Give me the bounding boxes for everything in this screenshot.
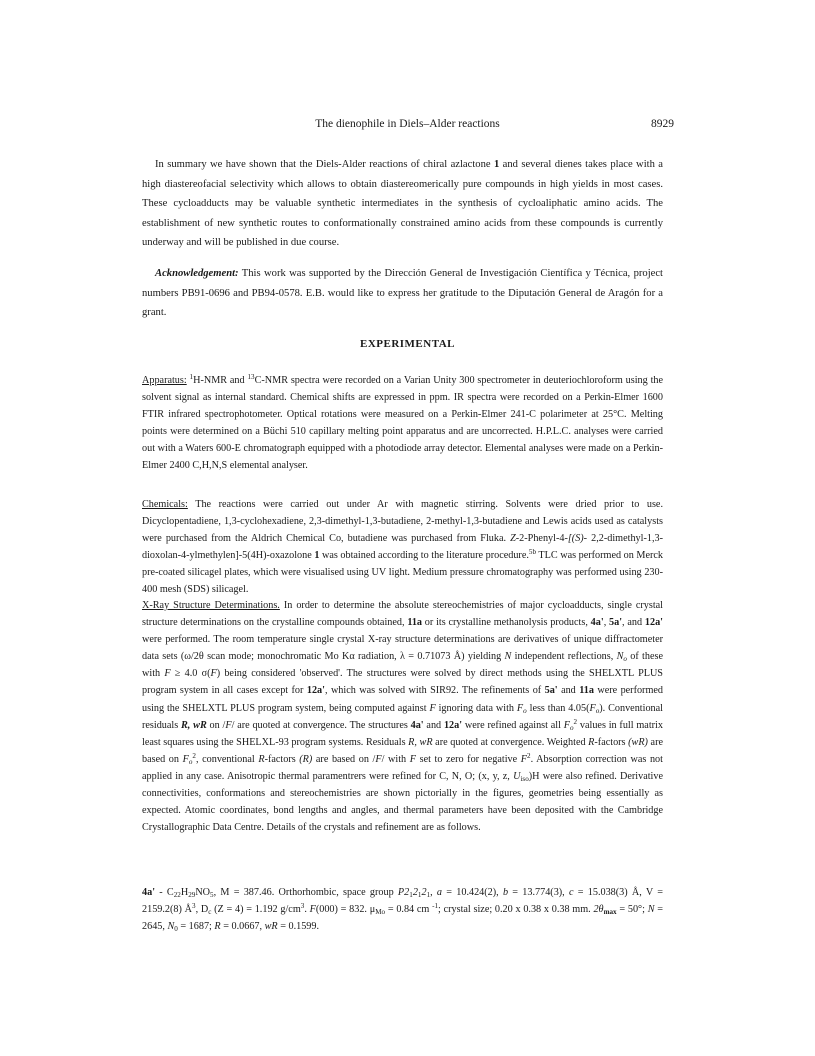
acknowledgement-paragraph: Acknowledgement: This work was supported by the Dirección General de Investigación Científica y Técnica, project numbers PB91-0696 and PB94-0578. E.B. would like to express her gratitude to the Diputación General de Aragón for a grant. <box>142 268 663 319</box>
apparatus-paragraph: Apparatus: $^1$H-NMR and $^{13}$C-NMR spectra were recorded on a Varian Unity 300 spectrometer in deuteriochloroform using the solvent signal as internal standard. Chemical shifts are expressed in ppm. IR spectra were recorded on a Perkin-Elmer 1600 FTIR infrared spectrophotometer. Optical rotations were measured on a Perkin-Elmer 241-C polarimeter at 25°C. Melting points were determined on a Büchi 510 capillary melting point apparatus and are uncorrected. H.P.L.C. analyses were carried out with a Waters 600-E chromatograph equipped with a photodiode array detector. Elemental analyses were made on a Perkin-Elmer 2400 C,H,N,S elemental analyser. <box>142 373 664 472</box>
xray-label: X-Ray Structure Determinations. <box>142 600 280 611</box>
page-number: 8929 <box>651 118 674 130</box>
chemicals-label: Chemicals: <box>142 499 188 510</box>
xray-paragraph: X-Ray Structure Determinations. In order to determine the absolute stereochemistries of major cycloadducts, single crystal structure determinations on the crystalline compounds obtained, 11a or its crystalline methanolysis products, 4a', 5a', and 12a' were performed. The room temperature single crystal X-ray structure determinations are derivatives of unique diffractometer data sets (ω/2θ scan mode; monochromatic Mo Kα radiation, λ = 0.71073 Å) yielding N independent reflections, $N_o$ of these with F ≥ 4.0 σ(F) being considered 'observed'. The structures were solved by direct methods using the SHELXTL PLUS program system in all cases except for 12a', which was solved with SIR92. The refinements of 5a' and 11a were performed using the SHELXTL PLUS program system, being computed against F ignoring data with $F_o$ less than $4.05(F_o)$. Conventional residuals R, wR on /F/ are quoted at convergence. The structures 4a' and 12a' were refined against all $F_o^2$ values in full matrix least squares using the SHELXL-93 program systems. Residuals R, wR are quoted at convergence. Weighted R-factors (wR) are based on $F_o^2$, conventional R-factors (R) are based on /F/ with F set to zero for negative $F^2$. Absorption correction was not applied in any case. Anisotropic thermal paramentrers were refined for C, N, O; (x, y, z, $U_{iso})H$ were also refined. Derivative connectivities, conformations and stereochemistries are shown pictorially in the figures, geometries being essentially as expected. Atomic coordinates, bond lengths and angles, and thermal parameters have been deposited with the Cambridge Crystallographic Data Centre. Details of the crystals and refinement are as follows. <box>142 600 664 834</box>
summary-paragraph: In summary we have shown that the Diels-Alder reactions of chiral azlactone 1 and several dienes takes place with a high diastereofacial selectivity which allows to obtain diastereomerically pure compounds in high yields in most cases. These cycloadducts may be valuable synthetic intermediates in the synthesis of cycloaliphatic amino acids. The establishment of new synthetic routes to conformationally constrained amino acids from these compounds is currently underway and will be published in due course. <box>142 159 663 249</box>
experimental-heading: EXPERIMENTAL <box>359 338 456 350</box>
acknowledgement-label: Acknowledgement: <box>155 268 239 279</box>
running-title: The dienophile in Diels–Alder reactions <box>315 118 500 130</box>
compound-4a-label: 4a' <box>142 887 156 898</box>
apparatus-label: Apparatus: <box>142 375 187 386</box>
compound-4a-data: $4a' - C_{22}H_{29}NO_5$, M = 387.46. Orthorhombic, space group $P2_12_12_1$, a = 10.424(2), b = 13.774(3), c = 15.038(3) Å, V = 2159.2(8) $Å^3$, $D_c$ (Z = 4) = 1.192 $g/cm^3$. F(000) = 832. $\mu_{Mo} = 0.84$ cm $^{-1}$; crystal size; 0.20 x 0.38 x 0.38 mm. $2\theta_{max} = 50^\circ$; N = 2645, $N_0 = 1687$; R = 0.0667, wR = 0.1599. <box>142 887 664 934</box>
chemicals-paragraph: Chemicals: The reactions were carried out under Ar with magnetic stirring. Solvents were dried prior to use. Dicyclopentadiene, 1,3-cyclohexadiene, 2,3-dimethyl-1,3-butadiene, 2-methyl-1,3-butadiene and Lewis acids used as catalysts were purchased from the Aldrich Chemical Co, butadiene was purchased from Fluka. Z-2-Phenyl-4-[(S)- 2,2-dimethyl-1,3-dioxolan-4-ylmethylen]-5(4H)-oxazolone 1 was obtained according to the literature procedure.$^{5b}$ TLC was performed on Merck pre-coated silicagel plates, which were visualised using UV light. Medium pressure chromatography was performed using 230-400 mesh (SDS) silicagel. <box>142 499 663 596</box>
